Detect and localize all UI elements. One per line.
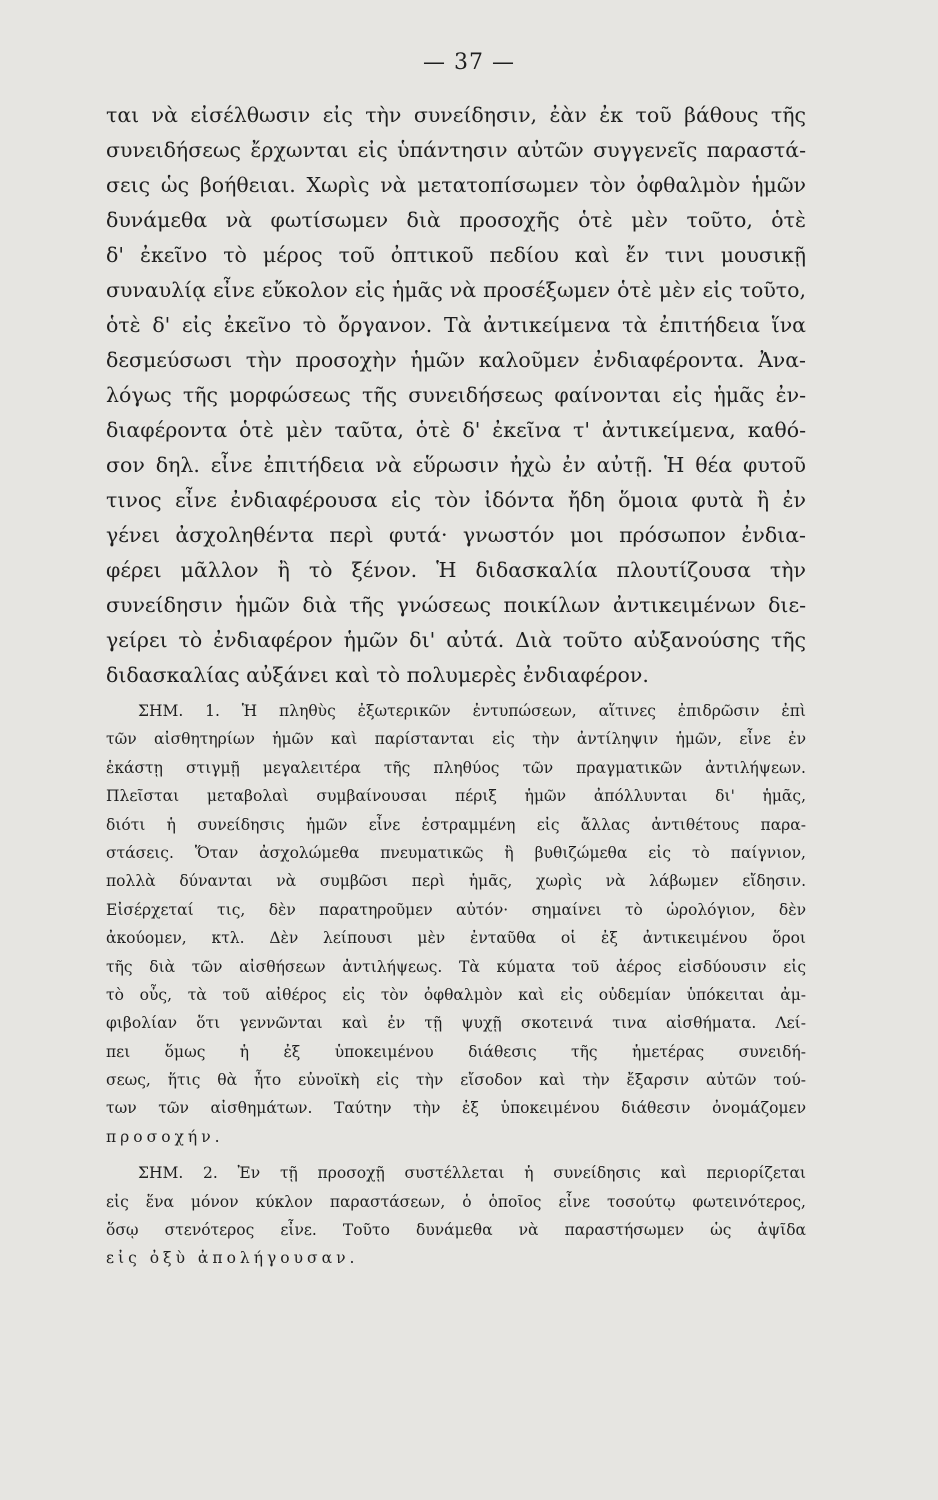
text-line: διαφέροντα ὁτὲ μὲν ταῦτα, ὁτὲ δ' ἐκεῖνα τ' ἀντικείμενα, καθό- <box>106 418 806 442</box>
text-line: δεσμεύσωσι τὴν προσοχὴν ἡμῶν καλοῦμεν ἐνδιαφέροντα. Ἀνα- <box>106 348 806 372</box>
note-line: σεως, ἥτις θὰ ἦτο εὐνοϊκὴ εἰς τὴν εἴσοδον καὶ τὴν ἔξαρσιν αὐτῶν τού- <box>106 1071 806 1090</box>
text-line: συνειδήσεως ἔρχωνται εἰς ὑπάντησιν αὐτῶν συγγενεῖς παραστά- <box>106 138 806 162</box>
text-line: ται νὰ εἰσέλθωσιν εἰς τὴν συνείδησιν, ἐὰν ἐκ τοῦ βάθους τῆς <box>106 103 806 127</box>
text-line: γείρει τὸ ἐνδιαφέρον ἡμῶν δι' αὐτά. Διὰ τοῦτο αὐξανούσης τῆς <box>106 628 806 652</box>
note-line: πει ὅμως ἡ ἐξ ὑποκειμένου διάθεσις τῆς ἡμετέρας συνειδή- <box>106 1042 806 1061</box>
note-line: διότι ἡ συνείδησις ἡμῶν εἶνε ἐστραμμένη εἰς ἄλλας ἀντιθέτους παρα- <box>106 815 806 834</box>
note-line: ὅσῳ στενότερος εἶνε. Τοῦτο δυνάμεθα νὰ παραστήσωμεν ὡς ἀψῖδα <box>106 1221 806 1240</box>
text-line: σεις ὡς βοήθειαι. Χωρὶς νὰ μετατοπίσωμεν τὸν ὀφθαλμὸν ἡμῶν <box>106 173 806 197</box>
note-line: τὸ οὖς, τὰ τοῦ αἰθέρος εἰς τὸν ὀφθαλμὸν καὶ εἰς οὐδεμίαν ὑπόκειται ἀμ- <box>106 985 806 1004</box>
note-2 <box>106 1159 806 1273</box>
text-line: φέρει μᾶλλον ἢ τὸ ξένον. Ἡ διδασκαλία πλουτίζουσα τὴν <box>106 558 806 582</box>
text-line: συνείδησιν ἡμῶν διὰ τῆς γνώσεως ποικίλων ἀντικειμένων διε- <box>106 593 806 617</box>
body-text <box>106 98 806 1273</box>
text-line: λόγως τῆς μορφώσεως τῆς συνειδήσεως φαίνονται εἰς ἡμᾶς ἐν- <box>106 383 806 407</box>
text-line: σον δηλ. εἶνε ἐπιτήδεια νὰ εὕρωσιν ἠχὼ ἐν αὐτῇ. Ἡ θέα φυτοῦ <box>106 453 806 477</box>
note-line: εἰς ὀξὺ ἀπολήγουσαν. <box>106 1249 359 1268</box>
main-paragraph <box>106 98 806 693</box>
text-line: ὁτὲ δ' εἰς ἐκεῖνο τὸ ὄργανον. Τὰ ἀντικείμενα τὰ ἐπιτήδεια ἵνα <box>106 313 806 337</box>
text-line: δ' ἐκεῖνο τὸ μέρος τοῦ ὀπτικοῦ πεδίου καὶ ἔν τινι μουσικῇ <box>106 243 806 267</box>
note-1 <box>106 697 806 1151</box>
note-line: ἀκούομεν, κτλ. Δὲν λείπουσι μὲν ἐνταῦθα οἱ ἐξ ἀντικειμένου ὅροι <box>106 929 806 948</box>
footnotes <box>106 697 806 1273</box>
note-line: των τῶν αἰσθημάτων. Ταύτην τὴν ἐξ ὑποκειμένου διάθεσιν ὀνομάζομεν <box>106 1099 806 1118</box>
note-line: τῆς διὰ τῶν αἰσθήσεων ἀντιλήψεως. Τὰ κύματα τοῦ ἀέρος εἰσδύουσιν εἰς <box>106 957 806 976</box>
note-line: ΣΗΜ. 1. Ἡ πληθὺς ἐξωτερικῶν ἐντυπώσεων, αἵτινες ἐπιδρῶσιν ἐπὶ <box>138 702 806 720</box>
text-line: δυνάμεθα νὰ φωτίσωμεν διὰ προσοχῆς ὁτὲ μὲν τοῦτο, ὁτὲ <box>106 208 806 232</box>
text-line: διδασκαλίας αὐξάνει καὶ τὸ πολυμερὲς ἐνδιαφέρον. <box>106 663 649 687</box>
note-line: πολλὰ δύνανται νὰ συμβῶσι περὶ ἡμᾶς, χωρὶς νὰ λάβωμεν εἴδησιν. <box>106 872 806 891</box>
text-line: συναυλίᾳ εἶνε εὔκολον εἰς ἡμᾶς νὰ προσέξωμεν ὁτὲ μὲν εἰς τοῦτο, <box>106 278 806 302</box>
note-line: ἑκάστῃ στιγμῇ μεγαλειτέρα τῆς πληθύος τῶν πραγματικῶν ἀντιλήψεων. <box>106 758 806 777</box>
note-line: εἰς ἕνα μόνον κύκλον παραστάσεων, ὁ ὁποῖος εἶνε τοσούτῳ φωτεινότερος, <box>106 1192 806 1211</box>
note-line: προσοχήν. <box>106 1127 224 1146</box>
note-line: Πλεῖσται μεταβολαὶ συμβαίνουσαι πέριξ ἡμῶν ἀπόλλυνται δι' ἡμᾶς, <box>106 787 806 806</box>
text-line: τινος εἶνε ἐνδιαφέρουσα εἰς τὸν ἰδόντα ἤδη ὅμοια φυτὰ ἢ ἐν <box>106 488 806 512</box>
page-number: — 37 — <box>423 50 515 75</box>
note-line: στάσεις. Ὅταν ἀσχολώμεθα πνευματικῶς ἢ βυθιζώμεθα εἰς τὸ παίγνιον, <box>106 843 806 862</box>
text-line: γένει ἀσχοληθέντα περὶ φυτά· γνωστόν μοι πρόσωπον ἐνδια- <box>106 523 806 547</box>
note-line: ΣΗΜ. 2. Ἐν τῇ προσοχῇ συστέλλεται ἡ συνείδησις καὶ περιορίζεται <box>138 1164 806 1183</box>
note-line: φιβολίαν ὅτι γεννῶνται καὶ ἐν τῇ ψυχῇ σκοτεινά τινα αἰσθήματα. Λεί- <box>106 1014 806 1033</box>
note-line: τῶν αἰσθητηρίων ἡμῶν καὶ παρίστανται εἰς τὴν ἀντίληψιν ἡμῶν, εἶνε ἐν <box>106 730 806 749</box>
note-line: Εἰσέρχεταί τις, δὲν παρατηροῦμεν αὐτόν· σημαίνει τὸ ὡρολόγιον, δὲν <box>106 900 806 919</box>
